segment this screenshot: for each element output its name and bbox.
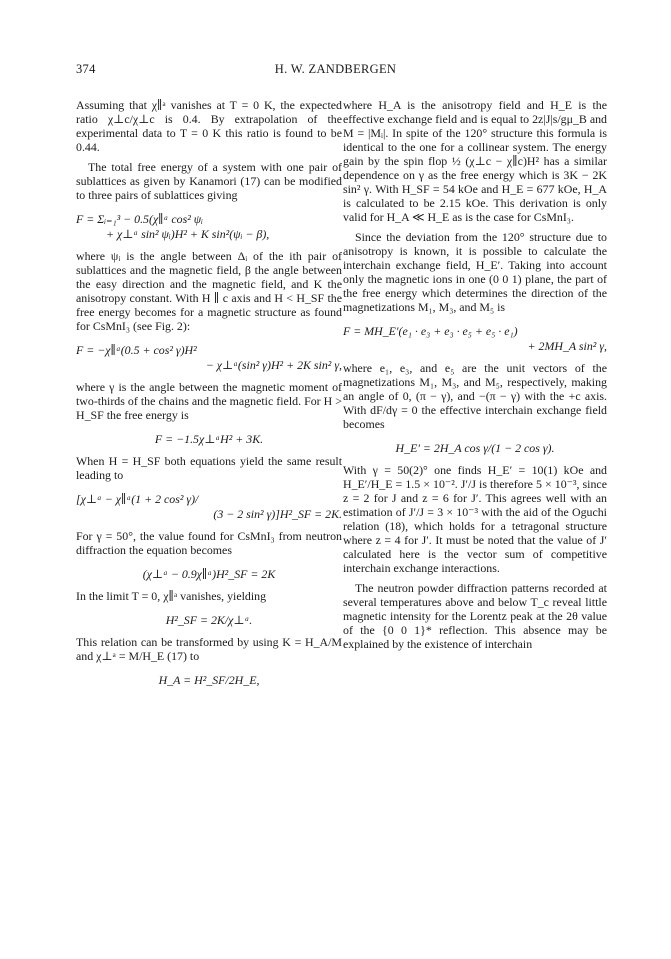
paragraph: When H = H_SF both equations yield the same result leading to (76, 454, 342, 482)
equation: [χ⊥ᵃ − χ∥ᵃ(1 + 2 cos² γ)/ (76, 492, 199, 506)
equation: F = −χ∥ᵃ(0.5 + cos² γ)H² (76, 343, 197, 357)
paragraph: The neutron powder diffraction patterns recorded at several temperatures above and below T_c reveal little magnetic intensity for the Lorentz peak at the 2θ value of the {0 0 1}* reflection. This absence may be explained by the existence of interchain (343, 581, 607, 651)
paragraph: The total free energy of a system with one pair of sublattices as given by Kanamori (17) can be modified to three pairs of sublattices giving (76, 160, 342, 202)
equation: H_E′ = 2H_A cos γ/(1 − 2 cos γ). (395, 441, 555, 455)
equation: F = Σᵢ₌₁³ − 0.5(χ∥ᵃ cos² ψᵢ (76, 212, 204, 226)
equation: H_A = H²_SF/2H_E, (158, 673, 260, 687)
paragraph: This relation can be transformed by using K = H_A/M and χ⊥ᵃ = M/H_E (17) to (76, 635, 342, 663)
right-column (343, 98, 607, 651)
equation: F = −1.5χ⊥ᵃH² + 3K. (154, 432, 264, 446)
paragraph: where γ is the angle between the magnetic moment of two-thirds of the chains and the magnetic field. For H > H_SF the free energy is (76, 380, 342, 422)
paragraph: where H_A is the anisotropy field and H_E is the effective exchange field and is equal to 2z|J|s/gμ_B and M = |Mᵢ|. In spite of the 120° structure this formula is identical to the one for a collinear system. The energy gain by the spin flop ½ (χ⊥c − χ∥c)H² has a similar dependence on γ as the free energy which is 3K − 2K sin² γ. With H_SF = 54 kOe and H_E = 677 kOe, H_A is calculated to be 2.15 kOe. This derivation is only valid for H_A ≪ H_E as is the case for CsMnI₃. (343, 98, 607, 224)
paragraph: where e₁, e₃, and e₅ are the unit vectors of the magnetizations M₁, M₃, and M₅, respectively, making an angle of 0, (π − γ), and −(π − γ) with the +c axis. With dF/dγ = 0 the effective interchain exchange field becomes (343, 361, 607, 431)
equation: (χ⊥ᵃ − 0.9χ∥ᵃ)H²_SF = 2K (142, 567, 276, 581)
equation: + 2MH_A sin² γ, (527, 339, 607, 353)
page-number: 374 (76, 62, 96, 76)
paragraph: For γ = 50°, the value found for CsMnI₃ from neutron diffraction the equation becomes (76, 529, 342, 557)
equation: (3 − 2 sin² γ)]H²_SF = 2K. (213, 507, 342, 521)
running-title: H. W. ZANDBERGEN (274, 62, 397, 76)
equation: H²_SF = 2K/χ⊥ᵃ. (165, 613, 253, 627)
equation: + χ⊥ᵃ sin² ψᵢ)H² + K sin²(ψᵢ − β), (106, 227, 270, 241)
equation: − χ⊥ᵃ(sin² γ)H² + 2K sin² γ, (205, 358, 342, 372)
paragraph: In the limit T = 0, χ∥ᵃ vanishes, yielding (76, 589, 267, 603)
left-column (76, 98, 342, 695)
paragraph: With γ = 50(2)° one finds H_E′ = 10(1) kOe and H_E′/H_E = 1.5 × 10⁻². J′/J is therefore 5 × 10⁻³, since z = 2 for J and z = 6 for J′. This agrees well with an estimation of J′/J = 3 × 10⁻³ with the aid of the Oguchi relation (18), which holds for a tetragonal structure where z = 4 for J′. It must be noted that the value of J′ calculated here is the vector sum of competitive interchain exchange interactions. (343, 463, 607, 575)
paragraph: Since the deviation from the 120° structure due to anisotropy is known, it is possible to calculate the interchain exchange field, H_E′. Taking into account only the magnetic ions in one (0 0 1) plane, the part of the free energy which determines the direction of the magnetizations M₁, M₃, and M₅ is (343, 230, 607, 314)
equation: F = MH_E′(e₁ · e₃ + e₃ · e₅ + e₅ · e₁) (343, 324, 518, 338)
paragraph: where ψᵢ is the angle between Δᵢ of the ith pair of sublattices and the magnetic field, β the angle between the easy direction and the magnetic field, and K the anisotropy constant. With H ∥ c axis and H < H_SF the free energy becomes for a magnetic structure as found for CsMnI₃ (see Fig. 2): (76, 249, 342, 333)
paragraph: Assuming that χ∥ᵃ vanishes at T = 0 K, the expected ratio χ⊥c/χ⊥c is 0.4. By extrapolation of the experimental data to T = 0 K this ratio is found to be 0.44. (76, 98, 342, 154)
